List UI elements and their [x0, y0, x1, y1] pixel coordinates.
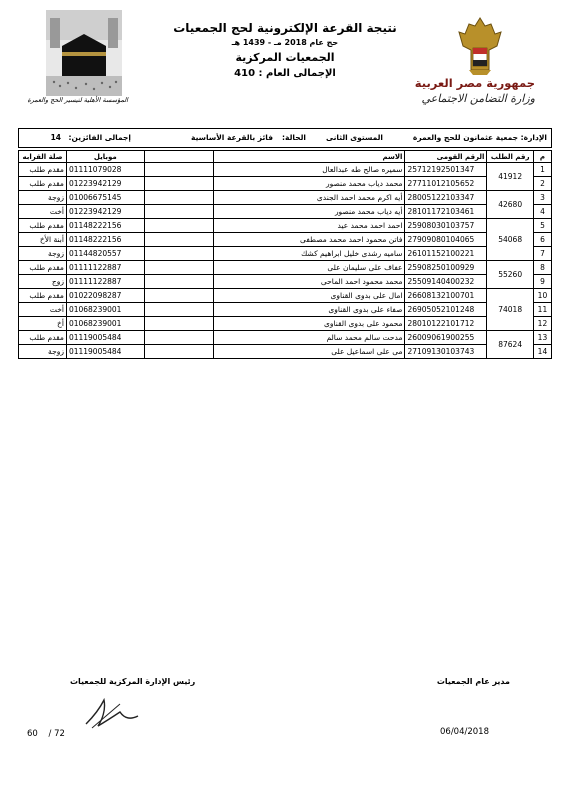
person-name: ساميه رشدى خليل ابراهيم كشك — [213, 247, 405, 261]
mobile-number: 01148222156 — [66, 219, 144, 233]
mobile-number: 01006675145 — [66, 191, 144, 205]
table-row — [19, 205, 552, 219]
mobile-number: 01068239001 — [66, 303, 144, 317]
row-index: 1 — [533, 163, 551, 177]
relationship: مقدم طلب — [19, 163, 67, 177]
national-id: 26608132100701 — [405, 289, 487, 303]
relationship: مقدم طلب — [19, 261, 67, 275]
national-id: 25509140400232 — [405, 275, 487, 289]
person-name: مدحت سالم محمد سالم — [213, 331, 405, 345]
national-id: 26101152100221 — [405, 247, 487, 261]
empty-cell — [144, 345, 213, 359]
mobile-number: 01223942129 — [66, 177, 144, 191]
relationship: أخ — [19, 317, 67, 331]
col-header-mobile: موبايل — [66, 151, 144, 163]
row-index: 10 — [533, 289, 551, 303]
empty-cell — [144, 191, 213, 205]
table-row — [19, 233, 552, 247]
mobile-number: 01068239001 — [66, 317, 144, 331]
table-row — [19, 275, 552, 289]
empty-cell — [144, 205, 213, 219]
person-name: عفاف على سليمان على — [213, 261, 405, 275]
empty-cell — [144, 303, 213, 317]
hajj-foundation-logo — [27, 10, 128, 110]
director-general-title: مدير عام الجمعيات — [436, 677, 510, 686]
col-header-idx: م — [533, 151, 551, 163]
person-name: صفاء على بدوى القناوى — [213, 303, 405, 317]
relationship: زوجة — [19, 247, 67, 261]
administration-label: الإدارة: جمعية عثمانون للحج والعمرة — [412, 133, 547, 142]
winners-value: 14 — [50, 133, 61, 142]
request-number: 41912 — [487, 163, 533, 191]
mobile-number: 01144820557 — [66, 247, 144, 261]
grand-total-value: 410 — [234, 68, 256, 79]
table-row — [19, 261, 552, 275]
national-id: 26905052101248 — [405, 303, 487, 317]
page-subtitle: حج عام 2018 مـ - 1439 هـ — [231, 38, 339, 47]
row-index: 7 — [533, 247, 551, 261]
relationship: مقدم طلب — [19, 219, 67, 233]
person-name: أيه دياب محمد منصور — [213, 205, 405, 219]
page-title: نتيجة القرعة الإلكترونية لحج الجمعيات — [173, 21, 397, 35]
person-name: فاتن محمود احمد محمد مصطفى — [213, 233, 405, 247]
winners-label: إجمالى الفائزين: — [68, 133, 131, 142]
person-name: احمد احمد محمد عيد — [213, 219, 405, 233]
request-number: 55260 — [487, 261, 533, 289]
national-id: 28101172103461 — [405, 205, 487, 219]
print-date: 06/04/2018 — [440, 727, 489, 737]
national-id: 27909080104065 — [405, 233, 487, 247]
signature-icon — [80, 690, 150, 732]
page-total: 72 — [54, 729, 65, 739]
national-id: 27109130103743 — [405, 345, 487, 359]
relationship: زوجة — [19, 345, 67, 359]
info-bar — [18, 128, 552, 148]
request-number: 54068 — [487, 219, 533, 261]
empty-cell — [144, 275, 213, 289]
empty-cell — [144, 261, 213, 275]
empty-cell — [144, 331, 213, 345]
empty-cell — [144, 317, 213, 331]
relationship: أخت — [19, 303, 67, 317]
empty-cell — [144, 219, 213, 233]
table-row — [19, 219, 552, 233]
status-value: فائز بالقرعة الأساسية — [191, 133, 273, 142]
national-id: 25908030103757 — [405, 219, 487, 233]
mobile-number: 01111122887 — [66, 275, 144, 289]
relationship: مقدم طلب — [19, 177, 67, 191]
person-name: أيه اكرم محمد احمد الجندى — [213, 191, 405, 205]
empty-cell — [144, 163, 213, 177]
national-id: 28005122103347 — [405, 191, 487, 205]
row-index: 2 — [533, 177, 551, 191]
national-id: 25712192501347 — [405, 163, 487, 177]
table-row — [19, 191, 552, 205]
national-id: 26009061900255 — [405, 331, 487, 345]
request-number: 42680 — [487, 191, 533, 219]
mobile-number: 01119005484 — [66, 331, 144, 345]
level-label: المستوى الثانى — [326, 133, 383, 142]
national-id: 28010122101712 — [405, 317, 487, 331]
row-index: 8 — [533, 261, 551, 275]
status-label: الحالة: — [282, 133, 306, 142]
grand-total — [150, 66, 420, 82]
table-row — [19, 303, 552, 317]
relationship: زوجة — [19, 191, 67, 205]
foundation-caption: المؤسسة الأهلية لتيسير الحج والعمرة — [27, 96, 128, 104]
table-row — [19, 331, 552, 345]
table-row — [19, 177, 552, 191]
mobile-number: 01119005484 — [66, 345, 144, 359]
person-name: محمود على بدوى القناوى — [213, 317, 405, 331]
request-number: 74018 — [487, 289, 533, 331]
relationship: مقدم طلب — [19, 289, 67, 303]
person-name: محمد محمود احمد الماحى — [213, 275, 405, 289]
relationship: زوج — [19, 275, 67, 289]
col-header-name: الاسم — [213, 151, 405, 163]
empty-cell — [144, 289, 213, 303]
table-header-row — [19, 151, 552, 163]
national-id: 25908250100929 — [405, 261, 487, 275]
person-name: مى على اسماعيل على — [213, 345, 405, 359]
row-index: 13 — [533, 331, 551, 345]
results-table — [18, 150, 552, 359]
row-index: 14 — [533, 345, 551, 359]
row-index: 5 — [533, 219, 551, 233]
empty-cell — [144, 233, 213, 247]
relationship: أبنة الأخ — [19, 233, 67, 247]
mobile-number: 01111122887 — [66, 261, 144, 275]
col-header-national-id: الرقم القومى — [405, 151, 487, 163]
table-body — [19, 163, 552, 359]
central-admin-head-title: رئيس الإدارة المركزية للجمعيات — [70, 677, 196, 686]
relationship: أخت — [19, 205, 67, 219]
ministry-name: وزارة التضامن الاجتماعي — [421, 92, 535, 105]
table-row — [19, 317, 552, 331]
page-number — [27, 729, 65, 739]
page-current: 60 — [27, 729, 38, 739]
mobile-number: 01022098287 — [66, 289, 144, 303]
row-index: 12 — [533, 317, 551, 331]
request-number: 87624 — [487, 331, 533, 359]
col-header-relation: صلة القرابه — [19, 151, 67, 163]
ministry-country: جمهورية مصر العربية — [414, 76, 535, 90]
col-header-gap — [144, 151, 213, 163]
row-index: 4 — [533, 205, 551, 219]
national-id: 27711012105652 — [405, 177, 487, 191]
person-name: محمد دياب محمد منصور — [213, 177, 405, 191]
table-row — [19, 163, 552, 177]
table-row — [19, 345, 552, 359]
row-index: 6 — [533, 233, 551, 247]
mobile-number: 01111079028 — [66, 163, 144, 177]
kaaba-image-icon — [46, 10, 122, 96]
col-header-request-no: رقم الطلب — [487, 151, 533, 163]
person-name: سميره صالح طه عبدالعال — [213, 163, 405, 177]
row-index: 11 — [533, 303, 551, 317]
page-header — [150, 20, 420, 82]
person-name: امال على بدوى القناوى — [213, 289, 405, 303]
page-separator: / — [48, 729, 52, 739]
association-type: الجمعيات المركزية — [235, 51, 335, 64]
empty-cell — [144, 247, 213, 261]
table-row — [19, 247, 552, 261]
row-index: 3 — [533, 191, 551, 205]
table-row — [19, 289, 552, 303]
relationship: مقدم طلب — [19, 331, 67, 345]
grand-total-label: الإجمالى العام : — [258, 68, 336, 79]
mobile-number: 01223942129 — [66, 205, 144, 219]
ministry-logo — [414, 12, 535, 110]
mobile-number: 01148222156 — [66, 233, 144, 247]
row-index: 9 — [533, 275, 551, 289]
empty-cell — [144, 177, 213, 191]
